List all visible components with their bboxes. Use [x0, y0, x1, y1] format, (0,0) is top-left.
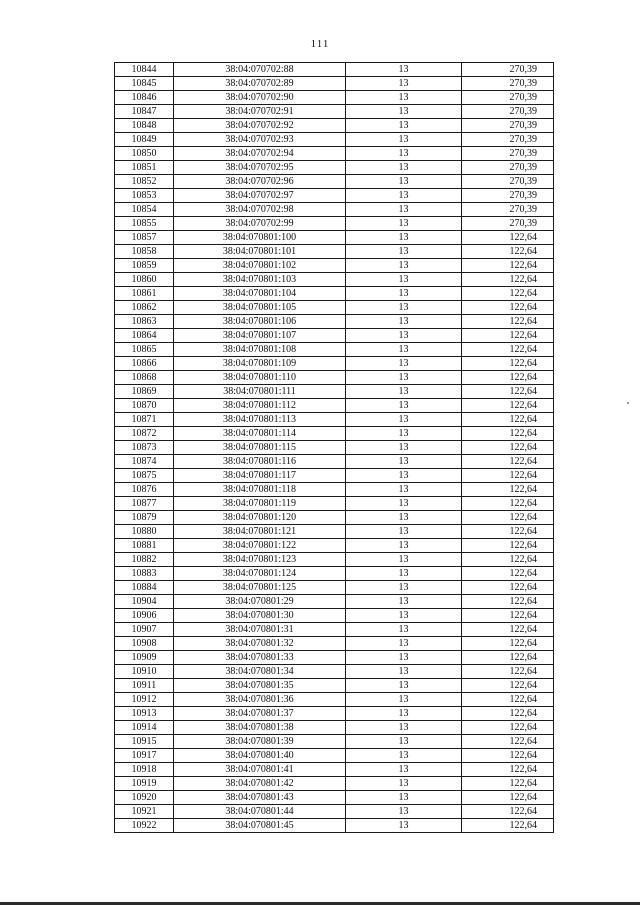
row-number-cell: 10850 [115, 147, 174, 161]
class-code-cell: 13 [346, 623, 462, 637]
area-value-cell: 270,39 [462, 63, 554, 77]
table-row [115, 525, 554, 539]
area-value-cell: 122,64 [462, 553, 554, 567]
row-number-cell: 10854 [115, 203, 174, 217]
table-row [115, 427, 554, 441]
cadastral-number-cell: 38:04:070801:110 [174, 371, 346, 385]
cadastral-number-cell: 38:04:070801:120 [174, 511, 346, 525]
area-value-cell: 270,39 [462, 161, 554, 175]
area-value-cell: 122,64 [462, 707, 554, 721]
table-row [115, 497, 554, 511]
table-row [115, 455, 554, 469]
cadastral-number-cell: 38:04:070801:105 [174, 301, 346, 315]
table-row [115, 623, 554, 637]
cadastral-number-cell: 38:04:070801:107 [174, 329, 346, 343]
class-code-cell: 13 [346, 665, 462, 679]
table-row [115, 175, 554, 189]
row-number-cell: 10904 [115, 595, 174, 609]
area-value-cell: 122,64 [462, 735, 554, 749]
row-number-cell: 10861 [115, 287, 174, 301]
cadastral-number-cell: 38:04:070801:123 [174, 553, 346, 567]
area-value-cell: 122,64 [462, 721, 554, 735]
cadastral-number-cell: 38:04:070801:41 [174, 763, 346, 777]
row-number-cell: 10877 [115, 497, 174, 511]
area-value-cell: 122,64 [462, 539, 554, 553]
class-code-cell: 13 [346, 651, 462, 665]
row-number-cell: 10915 [115, 735, 174, 749]
cadastral-table-body [115, 63, 554, 833]
row-number-cell: 10853 [115, 189, 174, 203]
row-number-cell: 10844 [115, 63, 174, 77]
row-number-cell: 10871 [115, 413, 174, 427]
class-code-cell: 13 [346, 301, 462, 315]
cadastral-number-cell: 38:04:070801:30 [174, 609, 346, 623]
class-code-cell: 13 [346, 315, 462, 329]
area-value-cell: 122,64 [462, 679, 554, 693]
cadastral-number-cell: 38:04:070702:95 [174, 161, 346, 175]
row-number-cell: 10865 [115, 343, 174, 357]
row-number-cell: 10857 [115, 231, 174, 245]
area-value-cell: 270,39 [462, 105, 554, 119]
cadastral-number-cell: 38:04:070702:90 [174, 91, 346, 105]
table-row [115, 791, 554, 805]
cadastral-number-cell: 38:04:070801:116 [174, 455, 346, 469]
table-row [115, 133, 554, 147]
class-code-cell: 13 [346, 91, 462, 105]
table-row [115, 245, 554, 259]
table-row [115, 469, 554, 483]
area-value-cell: 270,39 [462, 77, 554, 91]
table-row [115, 511, 554, 525]
row-number-cell: 10855 [115, 217, 174, 231]
area-value-cell: 270,39 [462, 203, 554, 217]
class-code-cell: 13 [346, 385, 462, 399]
row-number-cell: 10911 [115, 679, 174, 693]
area-value-cell: 122,64 [462, 595, 554, 609]
class-code-cell: 13 [346, 819, 462, 833]
cadastral-number-cell: 38:04:070801:124 [174, 567, 346, 581]
cadastral-table [114, 62, 554, 833]
row-number-cell: 10870 [115, 399, 174, 413]
cadastral-number-cell: 38:04:070702:96 [174, 175, 346, 189]
class-code-cell: 13 [346, 119, 462, 133]
table-row [115, 343, 554, 357]
class-code-cell: 13 [346, 483, 462, 497]
area-value-cell: 122,64 [462, 763, 554, 777]
class-code-cell: 13 [346, 63, 462, 77]
area-value-cell: 122,64 [462, 623, 554, 637]
area-value-cell: 270,39 [462, 189, 554, 203]
table-row [115, 637, 554, 651]
row-number-cell: 10873 [115, 441, 174, 455]
cadastral-number-cell: 38:04:070801:108 [174, 343, 346, 357]
area-value-cell: 122,64 [462, 665, 554, 679]
row-number-cell: 10906 [115, 609, 174, 623]
class-code-cell: 13 [346, 679, 462, 693]
table-row [115, 483, 554, 497]
class-code-cell: 13 [346, 763, 462, 777]
table-row [115, 651, 554, 665]
scan-speck [627, 402, 629, 404]
area-value-cell: 122,64 [462, 455, 554, 469]
cadastral-number-cell: 38:04:070801:29 [174, 595, 346, 609]
area-value-cell: 122,64 [462, 637, 554, 651]
table-row [115, 777, 554, 791]
table-row [115, 609, 554, 623]
table-row [115, 735, 554, 749]
row-number-cell: 10879 [115, 511, 174, 525]
page-number: 111 [310, 38, 330, 50]
cadastral-number-cell: 38:04:070801:119 [174, 497, 346, 511]
class-code-cell: 13 [346, 735, 462, 749]
class-code-cell: 13 [346, 231, 462, 245]
row-number-cell: 10908 [115, 637, 174, 651]
class-code-cell: 13 [346, 441, 462, 455]
class-code-cell: 13 [346, 161, 462, 175]
area-value-cell: 122,64 [462, 581, 554, 595]
area-value-cell: 122,64 [462, 245, 554, 259]
area-value-cell: 270,39 [462, 119, 554, 133]
area-value-cell: 122,64 [462, 441, 554, 455]
row-number-cell: 10910 [115, 665, 174, 679]
table-row [115, 413, 554, 427]
table-row [115, 679, 554, 693]
row-number-cell: 10913 [115, 707, 174, 721]
area-value-cell: 122,64 [462, 413, 554, 427]
area-value-cell: 122,64 [462, 651, 554, 665]
cadastral-number-cell: 38:04:070801:33 [174, 651, 346, 665]
row-number-cell: 10846 [115, 91, 174, 105]
class-code-cell: 13 [346, 287, 462, 301]
cadastral-number-cell: 38:04:070702:93 [174, 133, 346, 147]
cadastral-number-cell: 38:04:070801:106 [174, 315, 346, 329]
area-value-cell: 270,39 [462, 217, 554, 231]
area-value-cell: 122,64 [462, 483, 554, 497]
cadastral-number-cell: 38:04:070702:92 [174, 119, 346, 133]
row-number-cell: 10882 [115, 553, 174, 567]
area-value-cell: 122,64 [462, 497, 554, 511]
cadastral-number-cell: 38:04:070801:104 [174, 287, 346, 301]
row-number-cell: 10875 [115, 469, 174, 483]
cadastral-number-cell: 38:04:070702:89 [174, 77, 346, 91]
area-value-cell: 122,64 [462, 273, 554, 287]
cadastral-number-cell: 38:04:070801:111 [174, 385, 346, 399]
table-row [115, 105, 554, 119]
table-row [115, 567, 554, 581]
row-number-cell: 10912 [115, 693, 174, 707]
row-number-cell: 10869 [115, 385, 174, 399]
class-code-cell: 13 [346, 539, 462, 553]
cadastral-number-cell: 38:04:070801:35 [174, 679, 346, 693]
class-code-cell: 13 [346, 133, 462, 147]
area-value-cell: 122,64 [462, 525, 554, 539]
area-value-cell: 122,64 [462, 357, 554, 371]
cadastral-number-cell: 38:04:070801:122 [174, 539, 346, 553]
row-number-cell: 10917 [115, 749, 174, 763]
table-row [115, 259, 554, 273]
table-row [115, 553, 554, 567]
area-value-cell: 122,64 [462, 315, 554, 329]
row-number-cell: 10881 [115, 539, 174, 553]
table-row [115, 665, 554, 679]
table-row [115, 595, 554, 609]
row-number-cell: 10874 [115, 455, 174, 469]
cadastral-number-cell: 38:04:070801:31 [174, 623, 346, 637]
cadastral-number-cell: 38:04:070801:39 [174, 735, 346, 749]
cadastral-number-cell: 38:04:070801:121 [174, 525, 346, 539]
row-number-cell: 10876 [115, 483, 174, 497]
table-row [115, 693, 554, 707]
area-value-cell: 122,64 [462, 749, 554, 763]
class-code-cell: 13 [346, 147, 462, 161]
row-number-cell: 10914 [115, 721, 174, 735]
table-row [115, 371, 554, 385]
class-code-cell: 13 [346, 259, 462, 273]
area-value-cell: 122,64 [462, 287, 554, 301]
table-row [115, 119, 554, 133]
class-code-cell: 13 [346, 371, 462, 385]
area-value-cell: 122,64 [462, 259, 554, 273]
table-row [115, 63, 554, 77]
row-number-cell: 10864 [115, 329, 174, 343]
area-value-cell: 122,64 [462, 301, 554, 315]
row-number-cell: 10852 [115, 175, 174, 189]
cadastral-number-cell: 38:04:070702:99 [174, 217, 346, 231]
class-code-cell: 13 [346, 721, 462, 735]
area-value-cell: 270,39 [462, 133, 554, 147]
row-number-cell: 10884 [115, 581, 174, 595]
class-code-cell: 13 [346, 553, 462, 567]
area-value-cell: 122,64 [462, 469, 554, 483]
cadastral-number-cell: 38:04:070801:113 [174, 413, 346, 427]
table-row [115, 217, 554, 231]
table-row [115, 301, 554, 315]
class-code-cell: 13 [346, 581, 462, 595]
area-value-cell: 270,39 [462, 147, 554, 161]
table-row [115, 819, 554, 833]
class-code-cell: 13 [346, 175, 462, 189]
class-code-cell: 13 [346, 749, 462, 763]
area-value-cell: 122,64 [462, 385, 554, 399]
cadastral-number-cell: 38:04:070702:88 [174, 63, 346, 77]
row-number-cell: 10866 [115, 357, 174, 371]
table-row [115, 399, 554, 413]
area-value-cell: 122,64 [462, 399, 554, 413]
row-number-cell: 10845 [115, 77, 174, 91]
table-row [115, 77, 554, 91]
table-row [115, 441, 554, 455]
class-code-cell: 13 [346, 399, 462, 413]
class-code-cell: 13 [346, 329, 462, 343]
cadastral-number-cell: 38:04:070801:112 [174, 399, 346, 413]
cadastral-number-cell: 38:04:070801:38 [174, 721, 346, 735]
table-row [115, 539, 554, 553]
row-number-cell: 10863 [115, 315, 174, 329]
table-row [115, 329, 554, 343]
class-code-cell: 13 [346, 217, 462, 231]
cadastral-number-cell: 38:04:070801:100 [174, 231, 346, 245]
class-code-cell: 13 [346, 77, 462, 91]
table-row [115, 161, 554, 175]
cadastral-number-cell: 38:04:070801:115 [174, 441, 346, 455]
class-code-cell: 13 [346, 511, 462, 525]
row-number-cell: 10862 [115, 301, 174, 315]
table-row [115, 273, 554, 287]
class-code-cell: 13 [346, 525, 462, 539]
area-value-cell: 122,64 [462, 805, 554, 819]
row-number-cell: 10859 [115, 259, 174, 273]
row-number-cell: 10921 [115, 805, 174, 819]
cadastral-number-cell: 38:04:070801:32 [174, 637, 346, 651]
table-row [115, 315, 554, 329]
table-row [115, 203, 554, 217]
row-number-cell: 10918 [115, 763, 174, 777]
cadastral-number-cell: 38:04:070801:109 [174, 357, 346, 371]
cadastral-number-cell: 38:04:070801:40 [174, 749, 346, 763]
row-number-cell: 10909 [115, 651, 174, 665]
row-number-cell: 10919 [115, 777, 174, 791]
area-value-cell: 122,64 [462, 819, 554, 833]
row-number-cell: 10858 [115, 245, 174, 259]
row-number-cell: 10920 [115, 791, 174, 805]
area-value-cell: 122,64 [462, 693, 554, 707]
class-code-cell: 13 [346, 427, 462, 441]
cadastral-number-cell: 38:04:070801:44 [174, 805, 346, 819]
area-value-cell: 122,64 [462, 511, 554, 525]
class-code-cell: 13 [346, 567, 462, 581]
area-value-cell: 122,64 [462, 329, 554, 343]
table-row [115, 357, 554, 371]
table-row [115, 721, 554, 735]
table-row [115, 749, 554, 763]
cadastral-number-cell: 38:04:070801:45 [174, 819, 346, 833]
row-number-cell: 10849 [115, 133, 174, 147]
row-number-cell: 10851 [115, 161, 174, 175]
area-value-cell: 122,64 [462, 609, 554, 623]
table-row [115, 147, 554, 161]
cadastral-number-cell: 38:04:070801:125 [174, 581, 346, 595]
area-value-cell: 270,39 [462, 91, 554, 105]
class-code-cell: 13 [346, 609, 462, 623]
class-code-cell: 13 [346, 469, 462, 483]
table-row [115, 287, 554, 301]
area-value-cell: 122,64 [462, 371, 554, 385]
row-number-cell: 10848 [115, 119, 174, 133]
table-row [115, 763, 554, 777]
class-code-cell: 13 [346, 693, 462, 707]
class-code-cell: 13 [346, 189, 462, 203]
area-value-cell: 122,64 [462, 777, 554, 791]
class-code-cell: 13 [346, 497, 462, 511]
class-code-cell: 13 [346, 595, 462, 609]
area-value-cell: 122,64 [462, 231, 554, 245]
area-value-cell: 270,39 [462, 175, 554, 189]
table-row [115, 91, 554, 105]
class-code-cell: 13 [346, 707, 462, 721]
cadastral-number-cell: 38:04:070801:43 [174, 791, 346, 805]
row-number-cell: 10847 [115, 105, 174, 119]
row-number-cell: 10860 [115, 273, 174, 287]
class-code-cell: 13 [346, 245, 462, 259]
area-value-cell: 122,64 [462, 791, 554, 805]
cadastral-number-cell: 38:04:070801:118 [174, 483, 346, 497]
cadastral-number-cell: 38:04:070702:98 [174, 203, 346, 217]
row-number-cell: 10868 [115, 371, 174, 385]
class-code-cell: 13 [346, 413, 462, 427]
table-row [115, 581, 554, 595]
row-number-cell: 10907 [115, 623, 174, 637]
table-row [115, 189, 554, 203]
area-value-cell: 122,64 [462, 567, 554, 581]
class-code-cell: 13 [346, 777, 462, 791]
class-code-cell: 13 [346, 105, 462, 119]
class-code-cell: 13 [346, 343, 462, 357]
row-number-cell: 10880 [115, 525, 174, 539]
row-number-cell: 10872 [115, 427, 174, 441]
cadastral-number-cell: 38:04:070801:102 [174, 259, 346, 273]
class-code-cell: 13 [346, 357, 462, 371]
cadastral-number-cell: 38:04:070702:97 [174, 189, 346, 203]
row-number-cell: 10922 [115, 819, 174, 833]
class-code-cell: 13 [346, 273, 462, 287]
class-code-cell: 13 [346, 637, 462, 651]
cadastral-number-cell: 38:04:070801:37 [174, 707, 346, 721]
table-row [115, 385, 554, 399]
cadastral-number-cell: 38:04:070801:114 [174, 427, 346, 441]
table-row [115, 231, 554, 245]
cadastral-number-cell: 38:04:070702:94 [174, 147, 346, 161]
table-row [115, 707, 554, 721]
area-value-cell: 122,64 [462, 343, 554, 357]
class-code-cell: 13 [346, 203, 462, 217]
area-value-cell: 122,64 [462, 427, 554, 441]
cadastral-number-cell: 38:04:070801:117 [174, 469, 346, 483]
class-code-cell: 13 [346, 455, 462, 469]
cadastral-number-cell: 38:04:070801:34 [174, 665, 346, 679]
row-number-cell: 10883 [115, 567, 174, 581]
cadastral-number-cell: 38:04:070801:101 [174, 245, 346, 259]
class-code-cell: 13 [346, 791, 462, 805]
cadastral-number-cell: 38:04:070702:91 [174, 105, 346, 119]
class-code-cell: 13 [346, 805, 462, 819]
cadastral-number-cell: 38:04:070801:42 [174, 777, 346, 791]
cadastral-number-cell: 38:04:070801:36 [174, 693, 346, 707]
cadastral-number-cell: 38:04:070801:103 [174, 273, 346, 287]
table-row [115, 805, 554, 819]
